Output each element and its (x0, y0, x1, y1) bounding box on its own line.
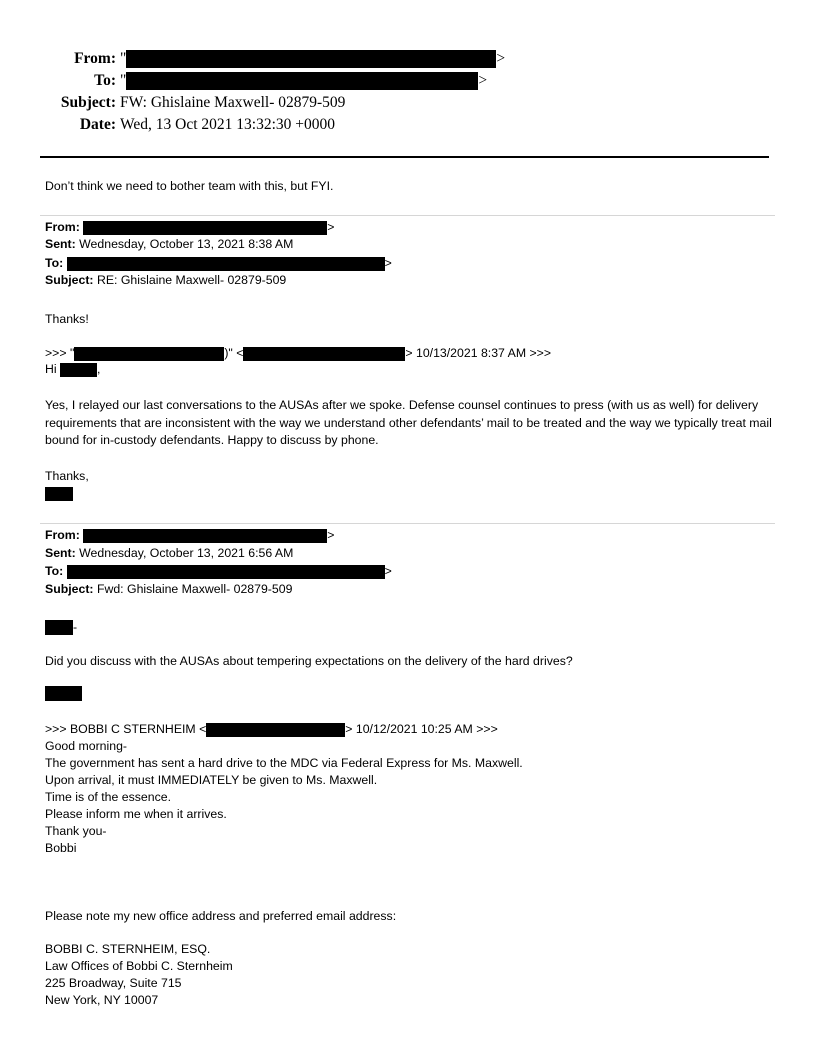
signature-note: Please note my new office address and preferred email address: (45, 909, 397, 923)
redaction-block (67, 257, 385, 271)
redaction-block (74, 347, 224, 361)
header-to-value: " > (120, 72, 488, 89)
redaction-block (67, 565, 385, 579)
message-divider (40, 215, 775, 216)
quote2-line: Please inform me when it arrives. (45, 807, 227, 821)
redaction-block (45, 620, 73, 635)
quote2-line: Upon arrival, it must IMMEDIATELY be given to Ms. Maxwell. (45, 773, 378, 787)
intro-text: Don’t think we need to bother team with this, but FYI. (45, 179, 334, 193)
msg1-subject-row: Subject: RE: Ghislaine Maxwell- 02879-509 (45, 273, 287, 287)
quote2-line: Bobbi (45, 841, 77, 855)
redaction-block (45, 686, 82, 701)
redaction-block (126, 72, 478, 90)
msg2-salutation: - (45, 619, 77, 636)
quote1-header: >>> " )" < > 10/13/2021 8:37 AM >>> (45, 346, 552, 360)
redaction-block (83, 529, 327, 543)
msg2-sent-row: Sent: Wednesday, October 13, 2021 6:56 AM (45, 546, 294, 560)
quote1-greeting: Hi , (45, 362, 101, 376)
msg1-to-row: To: > (45, 256, 392, 270)
msg2-question: Did you discuss with the AUSAs about tempering expectations on the delivery of the hard drives? (45, 654, 573, 668)
redaction-block (206, 723, 345, 737)
message-divider (40, 523, 775, 524)
msg2-subject-row: Subject: Fwd: Ghislaine Maxwell- 02879-509 (45, 582, 293, 596)
quote1-paragraph: Yes, I relayed our last conversations to the AUSAs after we spoke. Defense counsel continues to press (with us as well) for delivery requirements that are inconsistent with the way we understand other defendants’ mail to be treated and the way we typically treat mail bound for in-custody defendants. Happy to discuss by phone. (45, 398, 772, 447)
redaction-block (45, 487, 73, 501)
quote2-header: >>> BOBBI C STERNHEIM < > 10/12/2021 10:25 AM >>> (45, 722, 498, 736)
header-subject-label: Subject: (60, 94, 116, 111)
header-subject-value: FW: Ghislaine Maxwell- 02879-509 (120, 94, 346, 111)
header-to-label: To: (94, 72, 116, 89)
header-from-label: From: (74, 50, 116, 67)
msg2-to-row: To: > (45, 564, 392, 578)
redaction-block (126, 50, 496, 68)
header-date-value: Wed, 13 Oct 2021 13:32:30 +0000 (120, 116, 336, 133)
quote2-line: Thank you- (45, 824, 107, 838)
msg1-body: Thanks! (45, 312, 89, 326)
header-from-value: " > (120, 50, 506, 67)
msg2-from-row: From: > (45, 528, 335, 542)
signature-line: New York, NY 10007 (45, 993, 159, 1007)
redaction-block (83, 221, 327, 235)
msg1-from-row: From: > (45, 220, 335, 234)
signature-line: 225 Broadway, Suite 715 (45, 976, 182, 990)
msg1-sent-row: Sent: Wednesday, October 13, 2021 8:38 AM (45, 237, 294, 251)
header-divider (40, 156, 769, 158)
redaction-block (60, 363, 97, 377)
quote2-line: Good morning- (45, 739, 128, 753)
signature-line: BOBBI C. STERNHEIM, ESQ. (45, 942, 211, 956)
quote1-signoff: Thanks, (45, 469, 89, 483)
header-date-label: Date: (79, 116, 116, 133)
quote2-line: The government has sent a hard drive to the MDC via Federal Express for Ms. Maxwell. (45, 756, 523, 770)
quote2-line: Time is of the essence. (45, 790, 171, 804)
signature-line: Law Offices of Bobbi C. Sternheim (45, 959, 233, 973)
redaction-block (243, 347, 405, 361)
